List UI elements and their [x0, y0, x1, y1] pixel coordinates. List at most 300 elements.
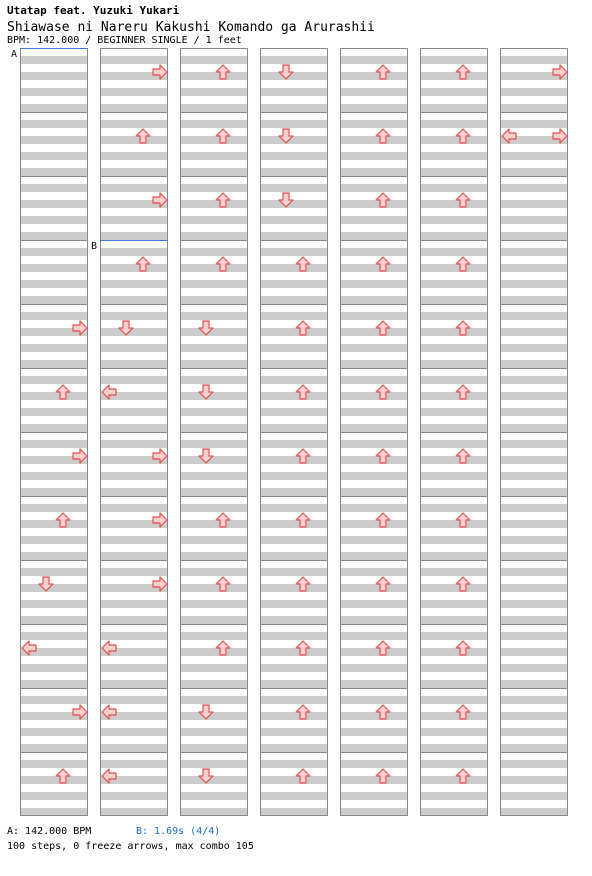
beat-row [180, 512, 248, 520]
beat-row [100, 672, 168, 680]
beat-stripe [180, 728, 248, 736]
beat-stripe [500, 536, 568, 544]
beat-row [20, 112, 88, 120]
beat-row [420, 112, 488, 120]
beat-row [340, 688, 408, 696]
beat-row [180, 288, 248, 296]
beat-stripe [500, 600, 568, 608]
beat-stripe [180, 760, 248, 768]
beat-stripe [180, 104, 248, 112]
beat-stripe [20, 760, 88, 768]
beat-stripe [100, 120, 168, 128]
beat-stripe [340, 616, 408, 624]
beat-row [180, 160, 248, 168]
beat-row [20, 176, 88, 184]
beat-row [180, 528, 248, 536]
beat-row [500, 400, 568, 408]
beat-row [260, 272, 328, 280]
beat-row [180, 128, 248, 136]
beat-stripe [20, 264, 88, 272]
beat-row [100, 352, 168, 360]
beat-stripe [260, 328, 328, 336]
beat-row [500, 528, 568, 536]
beat-stripe [180, 328, 248, 336]
beat-row [180, 672, 248, 680]
beat-stripe [500, 584, 568, 592]
beat-row [500, 320, 568, 328]
beat-row [180, 624, 248, 632]
beat-row [500, 208, 568, 216]
beat-row [20, 528, 88, 536]
beat-row [180, 256, 248, 264]
beat-stripe [500, 328, 568, 336]
beat-stripe [340, 776, 408, 784]
beat-stripe [420, 408, 488, 416]
beat-row [420, 336, 488, 344]
beat-stripe [260, 312, 328, 320]
beat-stripe [260, 376, 328, 384]
beat-row [420, 288, 488, 296]
beat-row [20, 768, 88, 776]
beat-stripe [420, 648, 488, 656]
beat-stripe [500, 104, 568, 112]
beat-row [420, 448, 488, 456]
beat-row [20, 656, 88, 664]
beat-stripe [340, 456, 408, 464]
beat-row [340, 704, 408, 712]
beat-stripe [100, 168, 168, 176]
beat-stripe [500, 696, 568, 704]
beat-row [20, 592, 88, 600]
beat-row [500, 592, 568, 600]
beat-row [260, 624, 328, 632]
beat-row [100, 608, 168, 616]
beat-stripe [500, 648, 568, 656]
beat-row [500, 576, 568, 584]
beat-row [500, 800, 568, 808]
beat-row [20, 240, 88, 248]
beat-row [100, 528, 168, 536]
beat-stripe [20, 216, 88, 224]
beat-row [420, 48, 488, 56]
beat-row [500, 448, 568, 456]
beat-stripe [340, 136, 408, 144]
beat-stripe [500, 472, 568, 480]
beat-stripe [420, 632, 488, 640]
beat-row [500, 768, 568, 776]
beat-row [180, 112, 248, 120]
beat-row [180, 608, 248, 616]
beat-row [260, 592, 328, 600]
beat-stripe [500, 504, 568, 512]
beat-stripe [420, 328, 488, 336]
beat-stripe [100, 728, 168, 736]
beat-row [180, 80, 248, 88]
beat-row [420, 672, 488, 680]
beat-stripe [100, 488, 168, 496]
beat-stripe [340, 520, 408, 528]
beat-row [20, 288, 88, 296]
beat-stripe [100, 440, 168, 448]
beat-row [340, 144, 408, 152]
beat-row [20, 624, 88, 632]
beat-row [420, 640, 488, 648]
beat-stripe [500, 632, 568, 640]
beat-row [20, 736, 88, 744]
beat-row [100, 736, 168, 744]
beat-stripe [420, 232, 488, 240]
beat-row [340, 416, 408, 424]
beat-stripe [500, 152, 568, 160]
beat-stripe [180, 664, 248, 672]
beat-row [180, 480, 248, 488]
beat-row [260, 656, 328, 664]
beat-stripe [500, 280, 568, 288]
beat-stripe [20, 600, 88, 608]
beat-stripe [500, 488, 568, 496]
beat-stripe [180, 552, 248, 560]
beat-stripe [180, 72, 248, 80]
beat-stripe [260, 616, 328, 624]
beat-stripe [420, 216, 488, 224]
beat-row [340, 208, 408, 216]
beat-row [420, 272, 488, 280]
beat-row [20, 720, 88, 728]
beat-row [420, 224, 488, 232]
beat-stripe [260, 648, 328, 656]
beat-row [340, 624, 408, 632]
beat-row [340, 384, 408, 392]
beat-row [180, 240, 248, 248]
beat-stripe [420, 488, 488, 496]
beat-row [500, 80, 568, 88]
beat-row [500, 192, 568, 200]
beat-row [100, 624, 168, 632]
beat-row [500, 144, 568, 152]
beat-row [20, 576, 88, 584]
beat-stripe [260, 232, 328, 240]
beat-row [180, 144, 248, 152]
beat-stripe [340, 744, 408, 752]
beat-row [340, 768, 408, 776]
beat-row [20, 400, 88, 408]
beat-stripe [340, 696, 408, 704]
beat-stripe [340, 168, 408, 176]
beat-stripe [100, 792, 168, 800]
beat-stripe [500, 200, 568, 208]
beat-stripe [420, 584, 488, 592]
beat-row [260, 512, 328, 520]
beat-stripe [100, 248, 168, 256]
beat-stripe [260, 344, 328, 352]
beat-row [260, 640, 328, 648]
beat-row [420, 160, 488, 168]
beat-stripe [20, 408, 88, 416]
beat-stripe [180, 632, 248, 640]
beat-row [500, 384, 568, 392]
beat-row [100, 784, 168, 792]
beat-stripe [20, 280, 88, 288]
beat-stripe [20, 136, 88, 144]
beat-row [340, 496, 408, 504]
beat-stripe [500, 392, 568, 400]
beat-stripe [20, 584, 88, 592]
beat-row [260, 576, 328, 584]
beat-stripe [100, 552, 168, 560]
beat-stripe [260, 296, 328, 304]
beat-row [180, 368, 248, 376]
beat-stripe [340, 488, 408, 496]
beat-row [100, 112, 168, 120]
beat-stripe [260, 184, 328, 192]
artist-title: Utatap feat. Yuzuki Yukari [7, 4, 180, 17]
beat-row [20, 800, 88, 808]
beat-stripe [420, 664, 488, 672]
beat-stripe [420, 264, 488, 272]
beat-row [420, 176, 488, 184]
beat-stripe [340, 552, 408, 560]
beat-row [260, 560, 328, 568]
beat-stripe [420, 440, 488, 448]
beat-stripe [420, 744, 488, 752]
beat-row [340, 528, 408, 536]
beat-row [340, 640, 408, 648]
beat-stripe [340, 296, 408, 304]
beat-stripe [500, 56, 568, 64]
beat-row [420, 304, 488, 312]
beat-stripe [20, 200, 88, 208]
beat-row [340, 192, 408, 200]
beat-row [420, 480, 488, 488]
beat-row [260, 96, 328, 104]
beat-row [500, 608, 568, 616]
beat-stripe [420, 296, 488, 304]
beat-stripe [180, 360, 248, 368]
beat-row [100, 80, 168, 88]
beat-stripe [260, 424, 328, 432]
beat-stripe [100, 280, 168, 288]
beat-row [340, 320, 408, 328]
beat-stripe [260, 584, 328, 592]
beat-row [100, 368, 168, 376]
beat-stripe [500, 216, 568, 224]
beat-row [260, 416, 328, 424]
beat-row [260, 288, 328, 296]
beat-stripe [100, 344, 168, 352]
beat-stripe [260, 792, 328, 800]
beat-stripe [340, 184, 408, 192]
beat-stripe [20, 88, 88, 96]
beat-row [500, 304, 568, 312]
beat-row [180, 448, 248, 456]
beat-row [260, 48, 328, 56]
beat-stripe [100, 376, 168, 384]
beat-stripe [420, 792, 488, 800]
beat-stripe [20, 696, 88, 704]
beat-row [420, 416, 488, 424]
beat-stripe [100, 88, 168, 96]
beat-stripe [260, 264, 328, 272]
beat-stripe [260, 120, 328, 128]
beat-row [180, 800, 248, 808]
beat-row [180, 640, 248, 648]
beat-stripe [420, 696, 488, 704]
beat-row [420, 624, 488, 632]
beat-stripe [420, 248, 488, 256]
beat-row [260, 464, 328, 472]
beat-stripe [340, 440, 408, 448]
beat-stripe [100, 664, 168, 672]
beat-stripe [340, 152, 408, 160]
beat-row [260, 720, 328, 728]
beat-stripe [100, 232, 168, 240]
beat-row [20, 784, 88, 792]
beat-stripe [100, 808, 168, 816]
beat-stripe [340, 408, 408, 416]
beat-stripe [180, 136, 248, 144]
beat-row [340, 256, 408, 264]
beat-stripe [340, 104, 408, 112]
beat-stripe [100, 760, 168, 768]
beat-row [500, 512, 568, 520]
beat-stripe [20, 504, 88, 512]
beat-row [340, 480, 408, 488]
beat-stripe [100, 264, 168, 272]
beat-stripe [340, 344, 408, 352]
beat-stripe [420, 552, 488, 560]
beat-row [420, 320, 488, 328]
beat-row [420, 768, 488, 776]
beat-stripe [180, 776, 248, 784]
beat-stripe [420, 88, 488, 96]
beat-stripe [500, 440, 568, 448]
beat-stripe [420, 136, 488, 144]
beat-row [20, 688, 88, 696]
beat-row [100, 560, 168, 568]
beat-row [20, 752, 88, 760]
beat-stripe [500, 168, 568, 176]
beat-row [500, 672, 568, 680]
beat-row [500, 464, 568, 472]
beat-row [180, 384, 248, 392]
beat-stripe [20, 808, 88, 816]
beat-stripe [100, 616, 168, 624]
beat-row [500, 480, 568, 488]
beat-stripe [340, 72, 408, 80]
beat-stripe [180, 152, 248, 160]
beat-row [260, 800, 328, 808]
beat-stripe [260, 488, 328, 496]
beat-row [20, 144, 88, 152]
beat-stripe [260, 56, 328, 64]
beat-row [180, 208, 248, 216]
beat-stripe [420, 616, 488, 624]
beat-row [420, 720, 488, 728]
beat-row [500, 272, 568, 280]
beat-stripe [500, 808, 568, 816]
beat-row [260, 128, 328, 136]
beat-row [180, 560, 248, 568]
beat-stripe [420, 360, 488, 368]
beat-row [180, 768, 248, 776]
beat-row [260, 112, 328, 120]
beat-stripe [260, 248, 328, 256]
beat-stripe [340, 536, 408, 544]
beat-stripe [420, 600, 488, 608]
beat-row [20, 160, 88, 168]
beat-stripe [340, 216, 408, 224]
beat-stripe [180, 168, 248, 176]
beat-row [500, 256, 568, 264]
beat-row [20, 128, 88, 136]
beat-stripe [260, 712, 328, 720]
beat-row [180, 224, 248, 232]
beat-row [100, 176, 168, 184]
beat-stripe [180, 296, 248, 304]
beat-stripe [180, 264, 248, 272]
beat-row [100, 656, 168, 664]
beat-row [100, 464, 168, 472]
beat-row [100, 96, 168, 104]
beat-stripe [20, 568, 88, 576]
beat-row [340, 608, 408, 616]
beat-stripe [260, 456, 328, 464]
beat-row [100, 432, 168, 440]
beat-stripe [20, 120, 88, 128]
beat-row [420, 608, 488, 616]
beat-row [340, 80, 408, 88]
beat-stripe [260, 696, 328, 704]
beat-stripe [180, 712, 248, 720]
beat-row [420, 96, 488, 104]
beat-row [100, 160, 168, 168]
beat-stripe [340, 328, 408, 336]
beat-row [340, 736, 408, 744]
beat-row [420, 544, 488, 552]
beat-row [20, 496, 88, 504]
beat-stripe [500, 760, 568, 768]
beat-stripe [500, 568, 568, 576]
beat-stripe [20, 680, 88, 688]
beat-stripe [340, 712, 408, 720]
beat-stripe [260, 552, 328, 560]
beat-stripe [260, 600, 328, 608]
beat-row [180, 496, 248, 504]
beat-row [20, 208, 88, 216]
beat-stripe [260, 88, 328, 96]
beat-stripe [180, 504, 248, 512]
beat-row [100, 272, 168, 280]
beat-row [340, 720, 408, 728]
beat-stripe [500, 520, 568, 528]
beat-stripe [180, 680, 248, 688]
beat-stripe [180, 440, 248, 448]
beat-stripe [340, 504, 408, 512]
stats-label: 100 steps, 0 freeze arrows, max combo 105 [7, 841, 254, 852]
beat-stripe [20, 440, 88, 448]
beat-row [340, 544, 408, 552]
beat-row [260, 64, 328, 72]
beat-stripe [500, 712, 568, 720]
beat-row [420, 64, 488, 72]
beat-stripe [260, 472, 328, 480]
beat-row [420, 528, 488, 536]
beat-stripe [260, 168, 328, 176]
beat-stripe [340, 600, 408, 608]
beat-stripe [420, 536, 488, 544]
beat-stripe [180, 536, 248, 544]
beat-row [420, 576, 488, 584]
